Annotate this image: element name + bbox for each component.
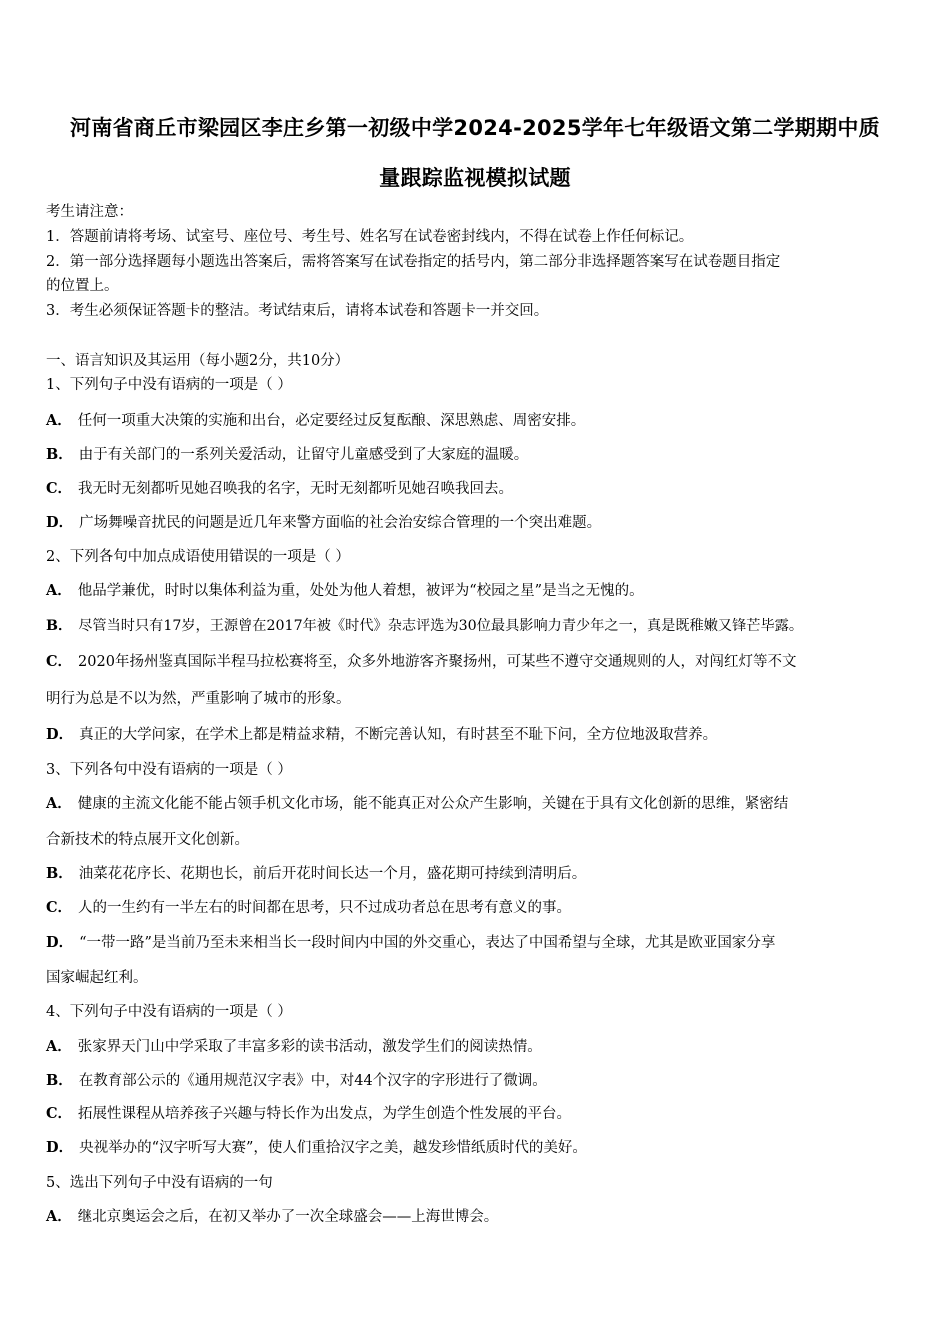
option-text: 尽管当时只有17岁，王源曾在2017年被《时代》杂志评选为30位最具影响力青少年之一，真是既稚嫩又锋芒毕露。 [78,618,804,634]
question-2-option-d [46,725,717,745]
option-text: 2020年扬州鉴真国际半程马拉松赛将至，众多外地游客齐聚扬州，可某些不遵守交通规则的人，对闯红灯等不文 [78,654,797,670]
option-label: D． [46,934,74,951]
option-text: 拓展性课程从培养孩子兴趣与特长作为出发点，为学生创造个性发展的平台。 [78,1106,572,1122]
question-2-option-b [46,616,803,636]
section-heading: 一、语言知识及其运用（每小题2分，共10分） [46,353,350,369]
question-3-option-c [46,898,571,918]
question-1-stem: 1、下列句子中没有语病的一项是（ ） [46,377,292,393]
question-3-option-d-continued: 国家崛起红利。 [46,970,148,986]
option-text: 由于有关部门的一系列关爱活动，让留守儿童感受到了大家庭的温暖。 [78,447,529,463]
question-4-option-a [46,1037,542,1057]
option-label: C． [46,899,73,916]
question-1-option-b [46,445,528,465]
option-text: 继北京奥运会之后，在初又举办了一次全球盛会——上海世博会。 [77,1209,499,1225]
option-label: A． [46,795,72,812]
notice-item-continued: 的位置上。 [46,278,119,294]
exam-title-line-2: 量跟踪监视模拟试题 [379,166,571,190]
question-3-option-a [46,794,788,814]
question-3-option-b [46,864,586,884]
notice-item: 2．第一部分选择题每小题选出答案后，需将答案写在试卷指定的括号内，第二部分非选择题答案写在试卷题目指定 [46,254,781,270]
option-label: C． [46,480,73,497]
option-text: 任何一项重大决策的实施和出台，必定要经过反复酝酿、深思熟虑、周密安排。 [77,413,586,429]
question-3-option-a-continued: 合新技术的特点展开文化创新。 [46,832,249,848]
question-2-option-a [46,581,644,601]
option-text: 央视举办的“汉字听写大赛”，使人们重拾汉字之美，越发珍惜纸质时代的美好。 [79,1140,587,1156]
option-text: 健康的主流文化能不能占领手机文化市场，能不能真正对公众产生影响，关键在于具有文化创新的思维，紧密结 [77,796,789,812]
option-text: 真正的大学问家，在学术上都是精益求精，不断完善认知，有时甚至不耻下问，全方位地汲取营养。 [79,727,718,743]
question-4-option-d [46,1138,587,1158]
option-label: C． [46,1105,73,1122]
option-text: 广场舞噪音扰民的问题是近几年来警方面临的社会治安综合管理的一个突出难题。 [79,515,602,531]
option-text: 张家界天门山中学采取了丰富多彩的读书活动，激发学生们的阅读热情。 [77,1039,542,1055]
option-label: A． [46,412,72,429]
option-label: A． [46,1208,72,1225]
notice-item: 3．考生必须保证答题卡的整洁。考试结束后，请将本试卷和答题卡一并交回。 [46,303,549,319]
option-label: B． [46,865,73,882]
option-label: D． [46,514,74,531]
option-text: 油菜花花序长、花期也长，前后开花时间长达一个月，盛花期可持续到清明后。 [78,866,587,882]
question-1-option-c [46,479,513,499]
question-4-option-b [46,1071,547,1091]
option-label: A． [46,1038,72,1055]
question-2-option-c-continued: 明行为总是不以为然，严重影响了城市的形象。 [46,691,351,707]
exam-title-line-1: 河南省商丘市梁园区李庄乡第一初级中学2024-2025学年七年级语文第二学期期中质 [70,116,880,140]
option-label: B． [46,446,73,463]
question-2-stem: 2、下列各句中加点成语使用错误的一项是（ ） [46,549,350,565]
question-2-option-c [46,652,796,672]
question-3-option-d [46,933,775,953]
option-text: 我无时无刻都听见她召唤我的名字，无时无刻都听见她召唤我回去。 [78,481,514,497]
question-3-stem: 3、下列各句中没有语病的一项是（ ） [46,762,292,778]
question-4-option-c [46,1104,571,1124]
question-5-option-a [46,1207,498,1227]
question-1-option-a [46,411,585,431]
notice-item: 1．答题前请将考场、试室号、座位号、考生号、姓名写在试卷密封线内，不得在试卷上作任何标记。 [46,229,694,245]
option-label: D． [46,726,74,743]
option-label: B． [46,1072,73,1089]
option-label: D． [46,1139,74,1156]
option-label: B． [46,618,73,634]
option-text: 他品学兼优，时时以集体利益为重，处处为他人着想，被评为“校园之星”是当之无愧的。 [77,583,644,599]
option-text: 人的一生约有一半左右的时间都在思考，只不过成功者总在思考有意义的事。 [78,900,572,916]
notice-heading: 考生请注意： [46,204,133,220]
option-label: C． [46,653,73,670]
option-label: A． [46,582,72,599]
question-5-stem: 5、选出下列句子中没有语病的一句 [46,1175,273,1191]
question-4-stem: 4、下列句子中没有语病的一项是（ ） [46,1004,292,1020]
question-1-option-d [46,513,601,533]
option-text: “一带一路”是当前乃至未来相当长一段时间内中国的外交重心，表达了中国希望与全球，尤其是欧亚国家分享 [79,935,776,951]
option-text: 在教育部公示的《通用规范汉字表》中，对44个汉字的字形进行了微调。 [78,1073,547,1089]
